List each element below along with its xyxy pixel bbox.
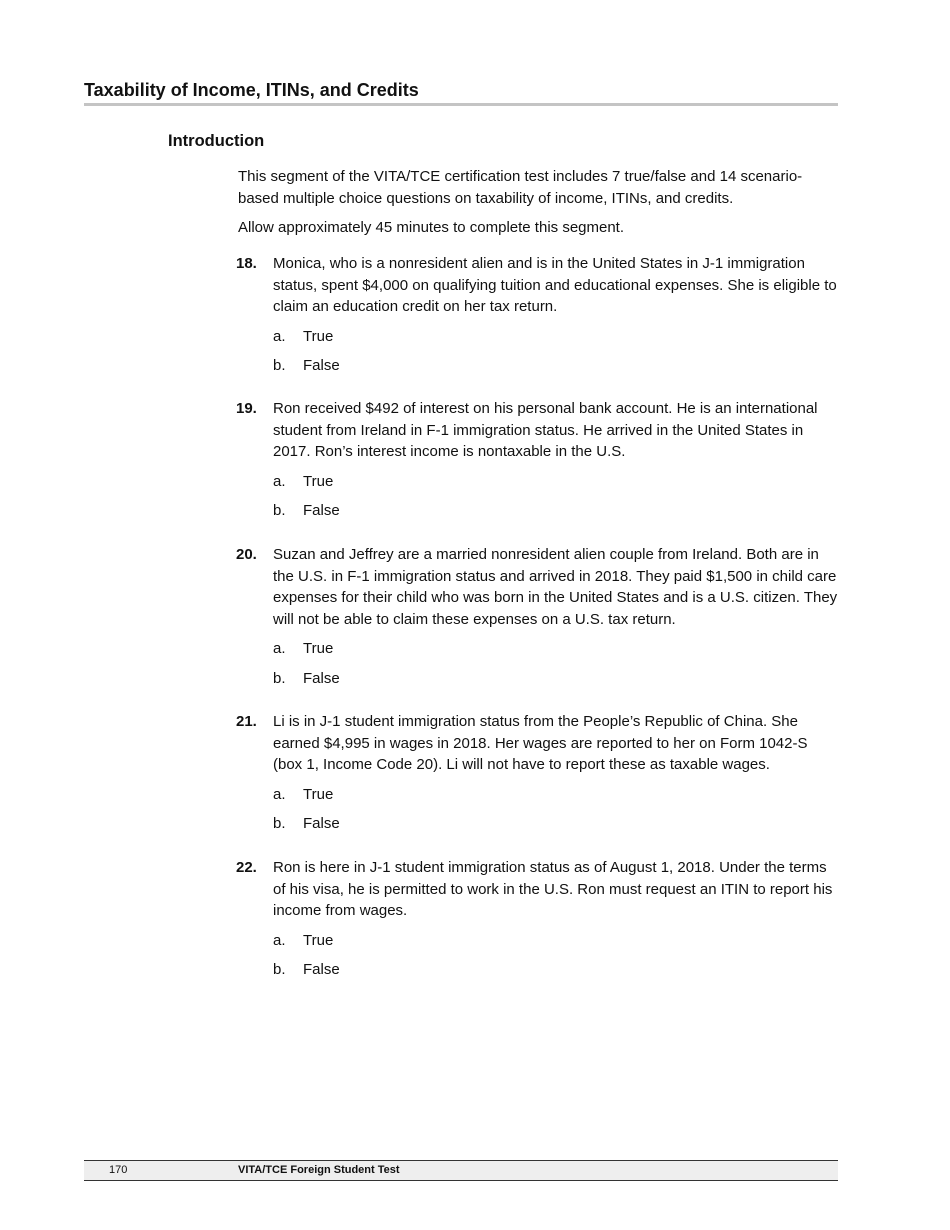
question-text: Ron received $492 of interest on his personal bank account. He is an international student from Ireland in F-1 immigration status. He arrived in the United States in 2017. Ron’s interest income is nontaxable in the U.S. <box>273 400 818 460</box>
option-letter: b. <box>273 357 286 374</box>
option-label: False <box>303 357 340 374</box>
intro-time-note: Allow approximately 45 minutes to complete this segment. <box>238 219 625 236</box>
answer-option-false[interactable] <box>273 500 840 522</box>
question-21 <box>236 711 840 835</box>
question-number: 22. <box>236 859 257 876</box>
question-number: 20. <box>236 546 257 563</box>
question-19 <box>236 398 840 522</box>
option-label: False <box>303 502 340 519</box>
answer-option-true[interactable] <box>273 638 840 660</box>
answer-option-true[interactable] <box>273 930 840 952</box>
option-letter: b. <box>273 502 286 519</box>
option-label: True <box>303 327 334 345</box>
footer-title: VITA/TCE Foreign Student Test <box>238 1164 400 1176</box>
option-letter: a. <box>273 472 286 490</box>
answer-option-false[interactable] <box>273 959 840 981</box>
question-22 <box>236 857 840 981</box>
footer-bar <box>84 1160 838 1181</box>
option-label: False <box>303 669 340 687</box>
question-number: 18. <box>236 255 257 272</box>
option-label: False <box>303 961 340 978</box>
page-number: 170 <box>109 1164 128 1176</box>
question-20 <box>236 544 840 689</box>
option-label: True <box>303 931 334 949</box>
section-title: Taxability of Income, ITINs, and Credits <box>84 80 419 100</box>
answer-option-true[interactable] <box>273 326 840 348</box>
option-letter: a. <box>273 640 286 657</box>
intro-paragraph: This segment of the VITA/TCE certification test includes 7 true/false and 14 scenario-based multiple choice questions on taxability of income, ITINs, and credits. <box>238 168 803 207</box>
option-letter: b. <box>273 815 286 832</box>
question-number: 19. <box>236 400 257 417</box>
question-number: 21. <box>236 713 257 730</box>
question-text: Ron is here in J-1 student immigration status as of August 1, 2018. Under the terms of his visa, he is permitted to work in the U.S. Ron must request an ITIN to report his income from wages. <box>273 859 833 919</box>
option-letter: a. <box>273 785 286 803</box>
question-text: Suzan and Jeffrey are a married nonresident alien couple from Ireland. Both are in the U.S. in F-1 immigration status and arrived in 2018. They paid $1,500 in child care expenses for their child who was born in the United States and is a U.S. citizen. They will not be able to claim these expenses on a U.S. tax return. <box>273 546 838 628</box>
option-letter: a. <box>273 931 286 949</box>
section-divider <box>84 103 838 106</box>
option-label: True <box>303 785 334 803</box>
option-label: False <box>303 815 340 832</box>
option-letter: b. <box>273 961 286 978</box>
answer-option-true[interactable] <box>273 784 840 806</box>
answer-option-true[interactable] <box>273 471 840 493</box>
option-label: True <box>303 640 334 657</box>
answer-option-false[interactable] <box>273 813 840 835</box>
option-letter: a. <box>273 327 286 345</box>
answer-option-false[interactable] <box>273 355 840 377</box>
option-letter: b. <box>273 669 286 687</box>
intro-heading: Introduction <box>168 132 265 150</box>
question-18 <box>236 253 840 377</box>
question-text: Li is in J-1 student immigration status from the People’s Republic of China. She earned $4,995 in wages in 2018. Her wages are reported to her on Form 1042-S (box 1, Income Code 20). Li will not have to report these as taxable wages. <box>273 713 808 773</box>
answer-option-false[interactable] <box>273 668 840 690</box>
option-label: True <box>303 472 334 490</box>
question-text: Monica, who is a nonresident alien and is in the United States in J-1 immigration status, spent $4,000 on qualifying tuition and educational expenses. She is eligible to claim an education credit on her tax return. <box>273 255 837 315</box>
